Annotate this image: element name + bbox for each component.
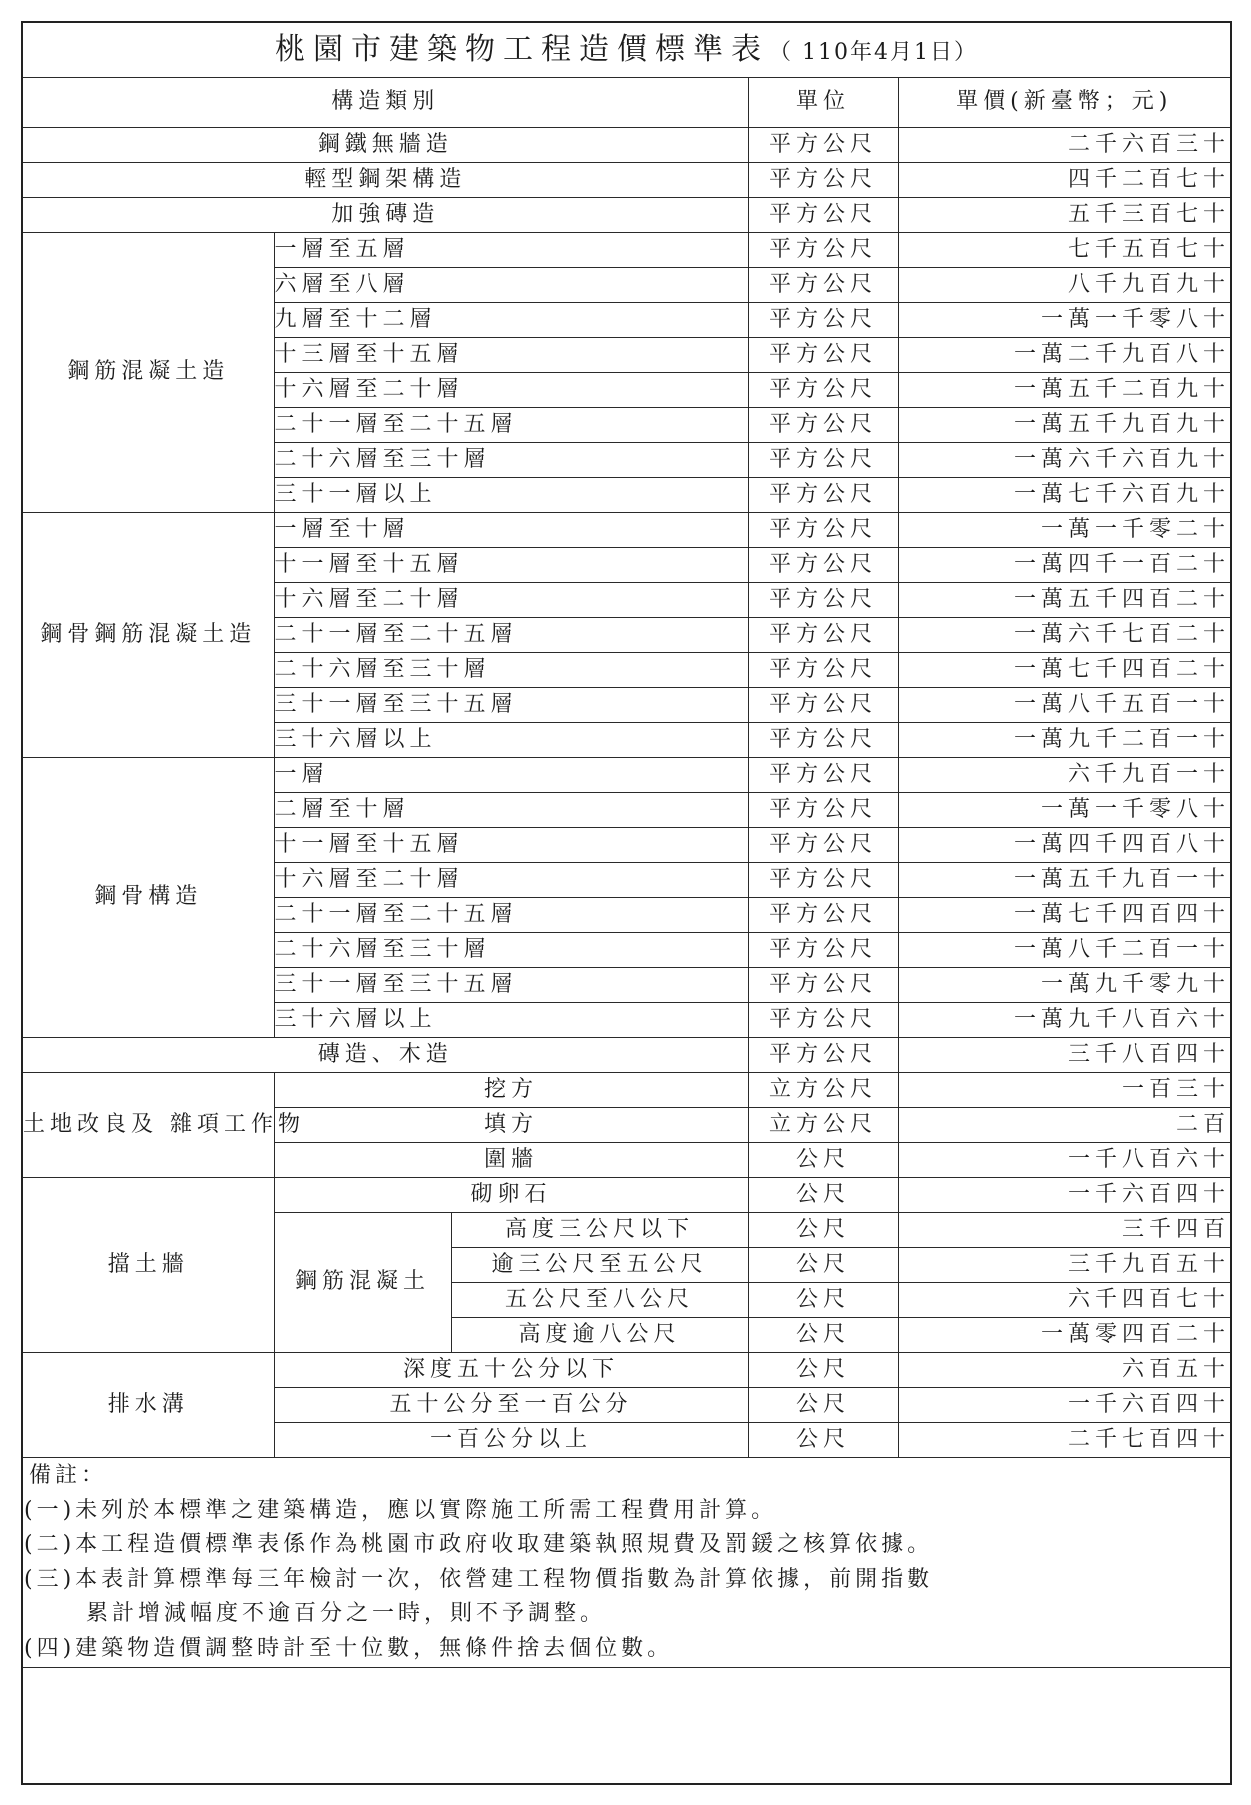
unit-cell: 平方公尺 xyxy=(748,302,898,337)
unit-cell: 公尺 xyxy=(748,1387,898,1422)
price-cell: 一萬七千六百九十 xyxy=(898,477,1230,512)
price-cell: 一萬五千九百九十 xyxy=(898,407,1230,442)
item-name: 一百公分以上 xyxy=(274,1422,748,1457)
table-row xyxy=(23,1072,1230,1107)
sub-category: 鋼筋混凝土 xyxy=(274,1212,451,1352)
item-name: 二十六層至三十層 xyxy=(274,442,748,477)
price-cell: 三千八百四十 xyxy=(898,1037,1230,1072)
structure-type-name: 輕型鋼架構造 xyxy=(23,162,748,197)
cost-standard-sheet xyxy=(21,21,1232,1785)
price-cell: 一萬九千二百一十 xyxy=(898,722,1230,757)
item-name: 十六層至二十層 xyxy=(274,862,748,897)
unit-cell: 平方公尺 xyxy=(748,897,898,932)
remark-line: (一)未列於本標準之建築構造，應以實際施工所需工程費用計算。 xyxy=(24,1497,778,1523)
unit-cell: 平方公尺 xyxy=(748,617,898,652)
price-cell: 三千九百五十 xyxy=(898,1247,1230,1282)
item-name: 挖方 xyxy=(274,1072,748,1107)
item-name: 二十一層至二十五層 xyxy=(274,897,748,932)
remark-line-continued: 累計增減幅度不逾百分之一時，則不予調整。 xyxy=(86,1601,607,1627)
unit-cell: 平方公尺 xyxy=(748,862,898,897)
unit-cell: 平方公尺 xyxy=(748,407,898,442)
item-name: 填方 xyxy=(274,1107,748,1142)
table-body xyxy=(23,127,1230,1457)
header-structure-category: 構造類別 xyxy=(23,77,748,127)
item-name: 圍牆 xyxy=(274,1142,748,1177)
structure-type-name: 加強磚造 xyxy=(23,197,748,232)
item-name: 五公尺至八公尺 xyxy=(451,1282,748,1317)
price-cell: 五千三百七十 xyxy=(898,197,1230,232)
remark-line: (四)建築物造價調整時計至十位數，無條件捨去個位數。 xyxy=(24,1635,674,1661)
item-name: 高度三公尺以下 xyxy=(451,1212,748,1247)
item-name: 五十公分至一百公分 xyxy=(274,1387,748,1422)
price-cell: 一萬九千八百六十 xyxy=(898,1002,1230,1037)
price-cell: 一萬六千七百二十 xyxy=(898,617,1230,652)
price-cell: 一百三十 xyxy=(898,1072,1230,1107)
unit-cell: 平方公尺 xyxy=(748,512,898,547)
unit-cell: 平方公尺 xyxy=(748,722,898,757)
table-row xyxy=(23,1352,1230,1387)
price-cell: 一萬一千零八十 xyxy=(898,302,1230,337)
item-name: 一層 xyxy=(274,757,748,792)
price-cell: 一千八百六十 xyxy=(898,1142,1230,1177)
price-cell: 一萬五千九百一十 xyxy=(898,862,1230,897)
unit-cell: 平方公尺 xyxy=(748,197,898,232)
item-name: 砌卵石 xyxy=(274,1177,748,1212)
item-name: 三十一層至三十五層 xyxy=(274,687,748,722)
price-cell: 一萬八千五百一十 xyxy=(898,687,1230,722)
table-row xyxy=(23,232,1230,267)
blank-area xyxy=(23,1667,1230,1783)
item-name: 二十六層至三十層 xyxy=(274,932,748,967)
unit-cell: 平方公尺 xyxy=(748,932,898,967)
price-cell: 一千六百四十 xyxy=(898,1387,1230,1422)
item-name: 三十六層以上 xyxy=(274,722,748,757)
table-row xyxy=(23,162,1230,197)
item-name: 十六層至二十層 xyxy=(274,372,748,407)
price-cell: 七千五百七十 xyxy=(898,232,1230,267)
unit-cell: 平方公尺 xyxy=(748,442,898,477)
price-cell: 六百五十 xyxy=(898,1352,1230,1387)
title-main-text: 桃園市建築物工程造價標準表 xyxy=(275,31,770,67)
unit-cell: 平方公尺 xyxy=(748,337,898,372)
price-cell: 一萬九千零九十 xyxy=(898,967,1230,1002)
price-cell: 一萬八千二百一十 xyxy=(898,932,1230,967)
structure-type-name: 磚造、木造 xyxy=(23,1037,748,1072)
item-name: 九層至十二層 xyxy=(274,302,748,337)
item-name: 十三層至十五層 xyxy=(274,337,748,372)
item-name: 二十六層至三十層 xyxy=(274,652,748,687)
structure-category: 土地改良及 雜項工作物 xyxy=(23,1072,274,1177)
price-cell: 一萬七千四百二十 xyxy=(898,652,1230,687)
unit-cell: 公尺 xyxy=(748,1352,898,1387)
unit-cell: 平方公尺 xyxy=(748,1002,898,1037)
unit-cell: 平方公尺 xyxy=(748,652,898,687)
price-cell: 一萬四千一百二十 xyxy=(898,547,1230,582)
table-row xyxy=(23,1037,1230,1072)
price-cell: 二千六百三十 xyxy=(898,127,1230,162)
title-date-text: （ 110年4月1日） xyxy=(769,39,978,65)
remark-line: (二)本工程造價標準表係作為桃園市政府收取建築執照規費及罰鍰之核算依據。 xyxy=(24,1532,934,1558)
item-name: 一層至五層 xyxy=(274,232,748,267)
structure-category: 排水溝 xyxy=(23,1352,274,1457)
remarks-section xyxy=(23,1457,1230,1667)
price-cell: 一萬四千四百八十 xyxy=(898,827,1230,862)
price-cell: 一萬五千四百二十 xyxy=(898,582,1230,617)
unit-cell: 公尺 xyxy=(748,1422,898,1457)
unit-cell: 平方公尺 xyxy=(748,372,898,407)
unit-cell: 平方公尺 xyxy=(748,582,898,617)
item-name: 二十一層至二十五層 xyxy=(274,617,748,652)
structure-category: 鋼骨構造 xyxy=(23,757,274,1037)
title-row xyxy=(23,23,1230,77)
table-row xyxy=(23,757,1230,792)
table-row xyxy=(23,1177,1230,1212)
unit-cell: 平方公尺 xyxy=(748,967,898,1002)
table-row xyxy=(23,127,1230,162)
table-row xyxy=(23,512,1230,547)
item-name: 深度五十公分以下 xyxy=(274,1352,748,1387)
unit-cell: 平方公尺 xyxy=(748,477,898,512)
price-cell: 一萬二千九百八十 xyxy=(898,337,1230,372)
unit-cell: 公尺 xyxy=(748,1142,898,1177)
item-name: 逾三公尺至五公尺 xyxy=(451,1247,748,1282)
price-cell: 三千四百 xyxy=(898,1212,1230,1247)
unit-cell: 平方公尺 xyxy=(748,162,898,197)
table-head xyxy=(23,23,1230,127)
price-cell: 四千二百七十 xyxy=(898,162,1230,197)
item-name: 高度逾八公尺 xyxy=(451,1317,748,1352)
unit-cell: 平方公尺 xyxy=(748,127,898,162)
price-cell: 二千七百四十 xyxy=(898,1422,1230,1457)
price-cell: 六千九百一十 xyxy=(898,757,1230,792)
price-cell: 一萬一千零八十 xyxy=(898,792,1230,827)
item-name: 十一層至十五層 xyxy=(274,827,748,862)
header-unit: 單位 xyxy=(748,77,898,127)
item-name: 三十一層以上 xyxy=(274,477,748,512)
item-name: 十一層至十五層 xyxy=(274,547,748,582)
document-title xyxy=(23,23,1230,77)
unit-cell: 立方公尺 xyxy=(748,1072,898,1107)
item-name: 三十六層以上 xyxy=(274,1002,748,1037)
structure-category: 鋼骨鋼筋混凝土造 xyxy=(23,512,274,757)
item-name: 六層至八層 xyxy=(274,267,748,302)
unit-cell: 平方公尺 xyxy=(748,232,898,267)
unit-cell: 公尺 xyxy=(748,1282,898,1317)
cost-standard-table xyxy=(23,23,1230,1457)
unit-cell: 平方公尺 xyxy=(748,757,898,792)
unit-cell: 公尺 xyxy=(748,1317,898,1352)
price-cell: 二百 xyxy=(898,1107,1230,1142)
unit-cell: 平方公尺 xyxy=(748,267,898,302)
price-cell: 一萬零四百二十 xyxy=(898,1317,1230,1352)
structure-category: 鋼筋混凝土造 xyxy=(23,232,274,512)
remark-line: (三)本表計算標準每三年檢討一次，依營建工程物價指數為計算依據，前開指數 xyxy=(24,1566,934,1592)
price-cell: 一萬七千四百四十 xyxy=(898,897,1230,932)
item-name: 三十一層至三十五層 xyxy=(274,967,748,1002)
price-cell: 一萬一千零二十 xyxy=(898,512,1230,547)
header-unit-price: 單價(新臺幣；元) xyxy=(898,77,1230,127)
price-cell: 八千九百九十 xyxy=(898,267,1230,302)
unit-cell: 平方公尺 xyxy=(748,827,898,862)
item-name: 二層至十層 xyxy=(274,792,748,827)
price-cell: 一萬五千二百九十 xyxy=(898,372,1230,407)
table-row xyxy=(23,197,1230,232)
unit-cell: 平方公尺 xyxy=(748,1037,898,1072)
unit-cell: 平方公尺 xyxy=(748,687,898,722)
unit-cell: 平方公尺 xyxy=(748,792,898,827)
unit-cell: 公尺 xyxy=(748,1247,898,1282)
price-cell: 六千四百七十 xyxy=(898,1282,1230,1317)
unit-cell: 平方公尺 xyxy=(748,547,898,582)
price-cell: 一萬六千六百九十 xyxy=(898,442,1230,477)
unit-cell: 公尺 xyxy=(748,1177,898,1212)
structure-type-name: 鋼鐵無牆造 xyxy=(23,127,748,162)
column-header-row xyxy=(23,77,1230,127)
unit-cell: 立方公尺 xyxy=(748,1107,898,1142)
remarks-heading: 備註： xyxy=(29,1463,108,1488)
item-name: 一層至十層 xyxy=(274,512,748,547)
unit-cell: 公尺 xyxy=(748,1212,898,1247)
structure-category: 擋土牆 xyxy=(23,1177,274,1352)
item-name: 十六層至二十層 xyxy=(274,582,748,617)
price-cell: 一千六百四十 xyxy=(898,1177,1230,1212)
item-name: 二十一層至二十五層 xyxy=(274,407,748,442)
